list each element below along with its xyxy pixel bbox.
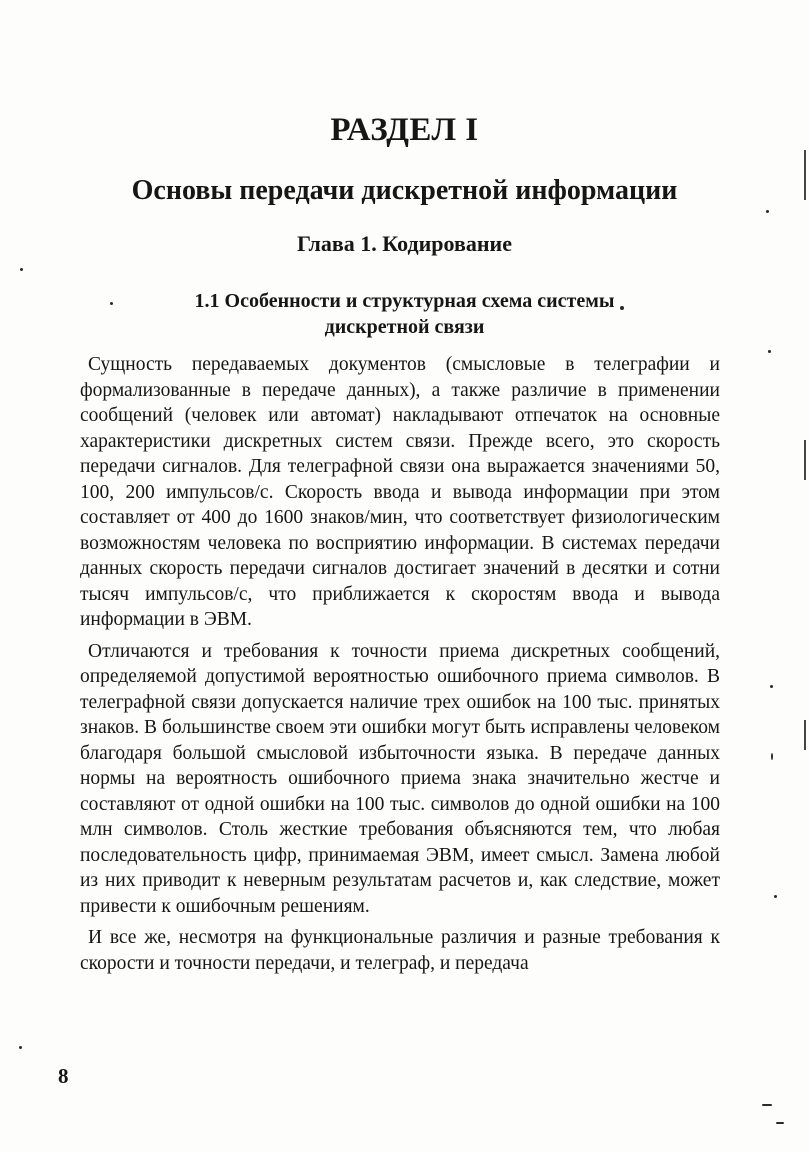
part-title: Основы передачи дискретной информации	[131, 175, 678, 206]
body-text	[80, 352, 720, 982]
scan-speck	[770, 685, 773, 688]
scan-speck	[771, 753, 773, 760]
scan-speck	[762, 1104, 772, 1106]
section-heading-line-2: дискретной связи	[324, 316, 485, 338]
scan-speck	[110, 302, 113, 305]
page-number: 8	[58, 1064, 69, 1088]
paragraph-1: Сущность передаваемых документов (смысловые в телеграфии и формализованные в передаче данных), а также различие в применении сообщений (человек или автомат) накладывают отпечаток на основные характеристики дискретных систем связи. Прежде всего, это скорость передачи сигналов. Для телеграфной связи она выражается значениями 50, 100, 200 импульсов/с. Скорость ввода и вывода информации при этом составляет от 400 до 1600 знаков/мин, что соответствует физиологическим возможностям человека по восприятию информации. В системах передачи данных скорость передачи сигналов достигает значений в десятки и сотни тысяч импульсов/с, что приближается к скоростям ввода и вывода информации в ЭВМ.	[80, 354, 720, 630]
scan-speck	[776, 1122, 784, 1124]
scan-edge-line	[804, 150, 806, 200]
chapter-heading: Глава 1. Кодирование	[297, 231, 512, 256]
section-heading	[0, 288, 809, 340]
scan-speck	[20, 268, 23, 271]
scan-speck	[774, 895, 777, 898]
scan-speck	[620, 306, 624, 310]
scan-speck	[766, 210, 769, 213]
scan-speck	[768, 350, 771, 353]
part-heading: РАЗДЕЛ I	[330, 112, 479, 148]
scan-edge-line	[804, 720, 806, 750]
paragraph-3: И все же, несмотря на функциональные различия и разные требования к скорости и точности передачи, и телеграф, и передача	[80, 927, 720, 974]
scan-edge-line	[804, 440, 806, 480]
scan-speck	[19, 1046, 22, 1049]
section-heading-line-1: 1.1 Особенности и структурная схема системы	[194, 290, 615, 312]
paragraph-2: Отличаются и требования к точности приема дискретных сообщений, определяемой допустимой вероятностью ошибочного приема символов. В телеграфной связи допускается наличие трех ошибок на 100 тыс. принятых знаков. В большинстве своем эти ошибки могут быть исправлены человеком благодаря большой смысловой избыточности языка. В передаче данных нормы на вероятность ошибочного приема знака значительно жестче и составляют от одной ошибки на 100 тыс. символов до одной ошибки на 100 млн символов. Столь жесткие требования объясняются тем, что любая последовательность цифр, принимаемая ЭВМ, имеет смысл. Замена любой из них приводит к неверным результатам расчетов и, как следствие, может привести к ошибочным решениям.	[80, 640, 720, 917]
